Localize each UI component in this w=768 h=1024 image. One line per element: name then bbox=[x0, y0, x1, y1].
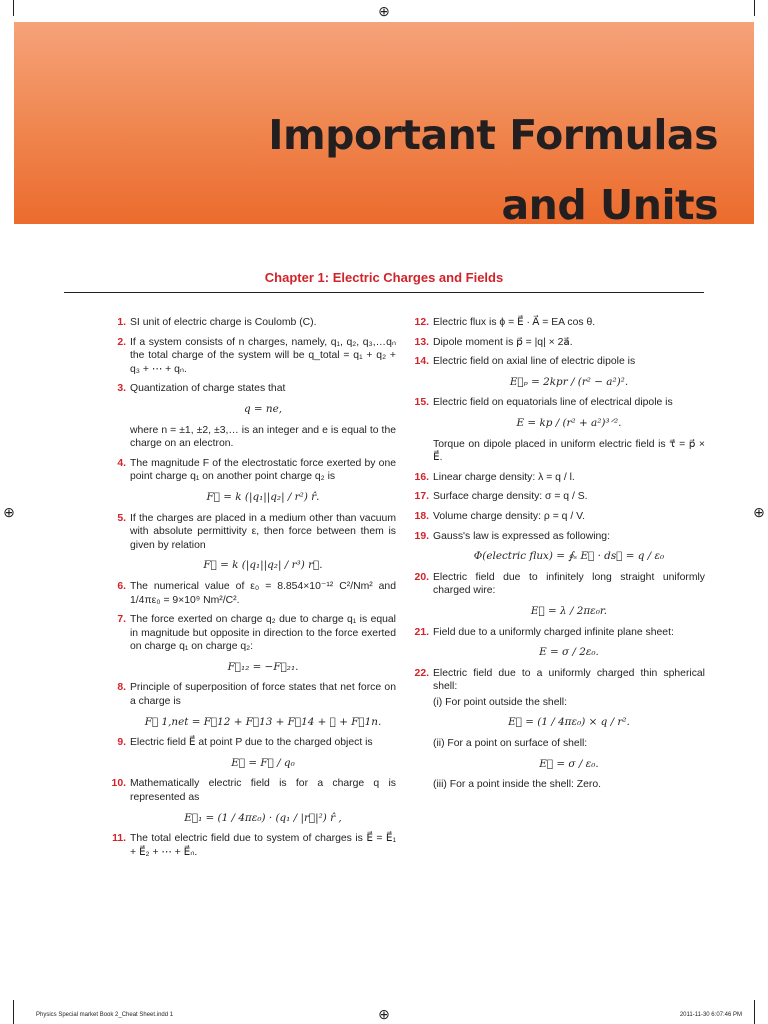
sub-case-label: (ii) For a point on surface of shell: bbox=[433, 738, 588, 750]
item-text: If a system consists of n charges, namely, q₁, q₂, q₃,…qₙ the total charge of the system will be q_total = q₁ + q₂ + q₃ + ⋯ + qₙ. bbox=[130, 336, 396, 375]
formula-item bbox=[111, 777, 396, 825]
item-formula: F⃗ = k (|q₁||q₂| / r³) r⃗. bbox=[203, 559, 323, 572]
item-text: The magnitude F of the electrostatic force exerted by one point charge q₁ on another point charge q₂ is bbox=[130, 457, 396, 483]
item-formula: E⃗ = λ / 2πε₀r. bbox=[530, 604, 608, 617]
item-number: 4. bbox=[117, 457, 126, 469]
item-number: 10. bbox=[111, 778, 126, 790]
item-text: Volume charge density: ρ = q / V. bbox=[433, 510, 585, 522]
item-number: 18. bbox=[414, 510, 429, 522]
formula-item bbox=[111, 336, 396, 377]
item-formula: q = ne, bbox=[243, 402, 283, 415]
item-formula: Φ(electric flux) = ∮ₛ E⃗ · ds⃗ = q / ε₀ bbox=[473, 550, 665, 563]
item-formula: F⃗ 1,net = F⃗12 + F⃗13 + F⃗14 + ⋯ + F⃗1n. bbox=[144, 715, 382, 728]
item-number: 11. bbox=[112, 833, 126, 845]
item-number: 6. bbox=[117, 580, 126, 592]
registration-mark-icon: ⊕ bbox=[753, 504, 765, 520]
page-title bbox=[268, 100, 718, 240]
item-formula: E⃗ = F⃗ / q₀ bbox=[231, 756, 295, 769]
item-formula: E⃗₁ = (1 / 4πε₀) · (q₁ / |r⃗|²) r̂ , bbox=[184, 811, 342, 824]
item-text: Electric flux is ϕ = E⃗ · A⃗ = EA cos θ. bbox=[433, 317, 596, 328]
formula-item bbox=[111, 580, 396, 607]
formula-item bbox=[414, 510, 705, 524]
crop-mark bbox=[13, 0, 14, 16]
item-number: 19. bbox=[414, 530, 429, 542]
page-title-line-2: and Units bbox=[501, 181, 718, 229]
registration-mark-icon: ⊕ bbox=[3, 504, 15, 520]
item-text: Electric field due to a uniformly charged thin spherical shell: bbox=[433, 667, 705, 693]
sub-case-label: (i) For point outside the shell: bbox=[433, 696, 567, 708]
registration-mark-icon: ⊕ bbox=[378, 1006, 390, 1022]
sub-case-formula: E⃗ = σ / ε₀. bbox=[539, 757, 599, 770]
item-text: Electric field on axial line of electric dipole is bbox=[433, 356, 636, 368]
formula-item bbox=[414, 396, 705, 464]
item-formula: F⃗₁₂ = −F⃗₂₁. bbox=[227, 660, 299, 673]
item-number: 13. bbox=[414, 336, 429, 348]
item-text: Dipole moment is p⃗ = |q| × 2a⃗. bbox=[433, 336, 573, 348]
formula-item bbox=[414, 471, 705, 485]
item-number: 3. bbox=[117, 383, 126, 395]
item-text: Gauss's law is expressed as following: bbox=[433, 530, 610, 542]
item-number: 20. bbox=[414, 571, 429, 583]
item-number: 5. bbox=[117, 512, 126, 524]
formula-item bbox=[414, 626, 705, 660]
formula-item bbox=[414, 316, 705, 330]
item-text: If the charges are placed in a medium other than vacuum with absolute permittivity ε, then force between them is given by relation bbox=[130, 512, 396, 551]
left-column bbox=[111, 316, 396, 865]
formula-item bbox=[111, 382, 396, 450]
item-text: The force exerted on charge q₂ due to charge q₁ is equal in magnitude but opposite in direction to the force exerted on charge q₁ on charge q₂: bbox=[130, 614, 396, 653]
item-text: Principle of superposition of force states that net force on a charge is bbox=[130, 682, 396, 708]
crop-mark bbox=[754, 0, 755, 16]
item-number: 8. bbox=[117, 682, 126, 694]
item-number: 22. bbox=[414, 667, 429, 679]
formula-item bbox=[414, 336, 705, 350]
formula-item bbox=[414, 530, 705, 564]
item-number: 7. bbox=[117, 614, 126, 626]
item-text: The numerical value of ε₀ = 8.854×10⁻¹² C²/Nm² and 1/4πε₀ = 9×10⁹ Nm²/C². bbox=[130, 580, 396, 606]
item-number: 1. bbox=[117, 317, 126, 328]
item-text: Field due to a uniformly charged infinite plane sheet: bbox=[433, 626, 674, 638]
crop-mark bbox=[13, 1000, 14, 1024]
item-text: The total electric field due to system of charges is E⃗ = E⃗₁ + E⃗₂ + ⋯ + E⃗ₙ. bbox=[130, 833, 396, 858]
item-number: 2. bbox=[117, 336, 126, 348]
item-text: Electric field E⃗ at point P due to the charged object is bbox=[130, 737, 373, 749]
item-note: Torque on dipole placed in uniform electric field is τ⃗ = p⃗ × E⃗. bbox=[433, 438, 705, 464]
item-formula: E = kp / (r² + a²)³ᐟ². bbox=[516, 416, 622, 429]
footer-file-info: Physics Special market Book 2_Cheat Sheet.indd 1 bbox=[36, 1012, 174, 1018]
item-text: Linear charge density: λ = q / l. bbox=[433, 471, 575, 483]
formula-item bbox=[111, 681, 396, 729]
item-formula: E⃗ₚ = 2kpr / (r² − a²)². bbox=[509, 375, 629, 388]
footer-timestamp: 2011-11-30 6:07:46 PM bbox=[679, 1012, 742, 1018]
formula-item bbox=[111, 316, 396, 330]
sub-case-label: (iii) For a point inside the shell: Zero. bbox=[433, 779, 602, 791]
item-number: 12. bbox=[414, 317, 429, 328]
item-text: Electric field on equatorials line of electrical dipole is bbox=[433, 397, 673, 409]
item-text: Electric field due to infinitely long straight uniformly charged wire: bbox=[433, 571, 705, 597]
item-number: 16. bbox=[414, 471, 429, 483]
formula-item bbox=[414, 571, 705, 619]
formula-item bbox=[111, 512, 396, 573]
title-banner bbox=[14, 22, 754, 229]
formula-item bbox=[111, 457, 396, 505]
item-text: SI unit of electric charge is Coulomb (C). bbox=[130, 317, 317, 328]
item-number: 21. bbox=[414, 626, 429, 638]
formula-item bbox=[111, 736, 396, 770]
chapter-title: Chapter 1: Electric Charges and Fields bbox=[264, 270, 504, 285]
item-number: 17. bbox=[414, 491, 429, 503]
item-formula: E = σ / 2ε₀. bbox=[539, 646, 599, 659]
item-text: Mathematically electric field is for a charge q is represented as bbox=[130, 778, 396, 804]
chapter-divider bbox=[64, 292, 704, 293]
item-formula: F⃗ = k (|q₁||q₂| / r²) r̂. bbox=[206, 490, 320, 503]
formula-item bbox=[111, 832, 396, 859]
formula-item bbox=[414, 490, 705, 504]
item-number: 14. bbox=[414, 356, 429, 368]
item-note: where n = ±1, ±2, ±3,… is an integer and e is equal to the charge on an electron. bbox=[130, 424, 396, 450]
item-text: Quantization of charge states that bbox=[130, 383, 286, 395]
item-number: 15. bbox=[414, 397, 429, 409]
item-number: 9. bbox=[117, 737, 126, 749]
sub-case-formula: E⃗ = (1 / 4πε₀) × q / r². bbox=[508, 716, 630, 729]
registration-mark-icon: ⊕ bbox=[378, 3, 390, 19]
crop-mark bbox=[754, 1000, 755, 1024]
item-text: Surface charge density: σ = q / S. bbox=[433, 491, 588, 503]
page-title-line-1: Important Formulas bbox=[268, 111, 718, 159]
formula-item bbox=[111, 613, 396, 674]
formula-item bbox=[414, 355, 705, 389]
right-column bbox=[414, 316, 705, 798]
formula-item bbox=[414, 667, 705, 792]
